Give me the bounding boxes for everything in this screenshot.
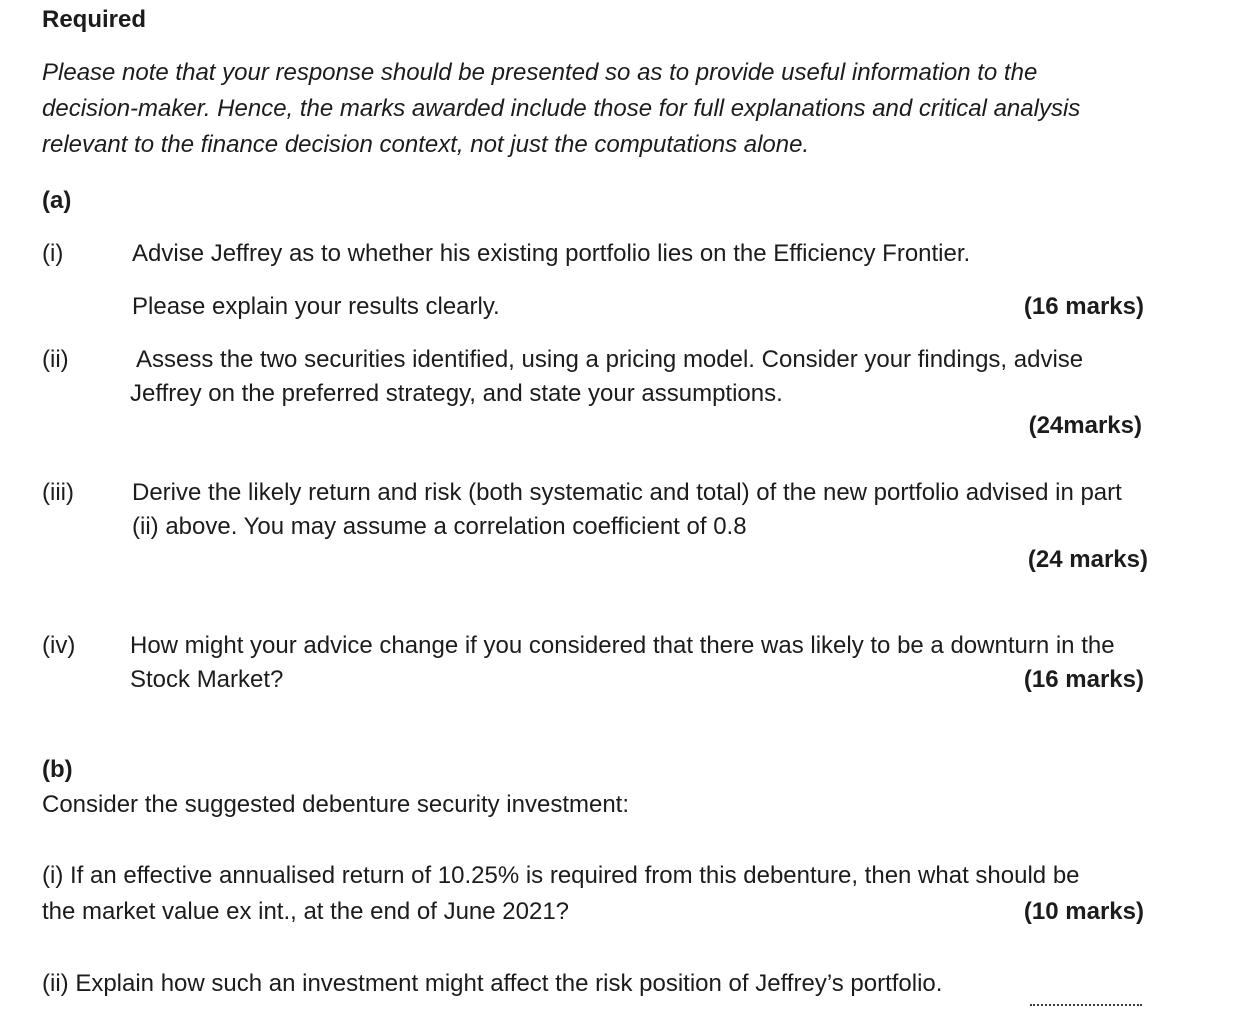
section-b-label: (b) xyxy=(42,756,73,783)
question-number: (i) xyxy=(42,240,64,267)
question-text: (ii) above. You may assume a correlation coefficient of 0.8 xyxy=(132,513,747,540)
question-text: the market value ex int., at the end of June 2021? xyxy=(42,898,570,925)
question-number: (ii) xyxy=(42,346,69,373)
question-text: (i) If an effective annualised return of 10.25% is required from this debenture, then what should be xyxy=(42,862,1080,889)
section-b-intro: Consider the suggested debenture security investment: xyxy=(42,791,630,818)
marks-label: (24marks) xyxy=(1028,412,1142,439)
section-a-label: (a) xyxy=(42,187,72,214)
note-line: decision-maker. Hence, the marks awarded include those for full explanations and critical analysis xyxy=(42,95,1081,122)
marks-label: (10 marks) xyxy=(1023,898,1144,925)
question-number: (iii) xyxy=(42,479,74,506)
question-number: (iv) xyxy=(42,632,76,659)
question-text: Stock Market? xyxy=(130,666,284,693)
marks-label: (16 marks) xyxy=(1023,666,1144,693)
note-line: relevant to the finance decision context, not just the computations alone. xyxy=(42,131,810,158)
marks-label: (24 marks) xyxy=(1027,546,1148,573)
question-text: Assess the two securities identified, using a pricing model. Consider your findings, advise xyxy=(136,346,1084,373)
question-text: How might your advice change if you considered that there was likely to be a downturn in the xyxy=(130,632,1115,659)
question-text: (ii) Explain how such an investment might affect the risk position of Jeffrey’s portfolio. xyxy=(42,970,943,997)
cropped-marks-fragment xyxy=(1030,1004,1142,1016)
question-text: Jeffrey on the preferred strategy, and state your assumptions. xyxy=(130,380,783,407)
marks-label: (16 marks) xyxy=(1023,293,1144,320)
note-line: Please note that your response should be presented so as to provide useful information to the xyxy=(42,59,1038,86)
question-text: Please explain your results clearly. xyxy=(132,293,500,320)
required-heading: Required xyxy=(42,6,147,33)
question-text: Advise Jeffrey as to whether his existing portfolio lies on the Efficiency Frontier. xyxy=(132,240,971,267)
question-text: Derive the likely return and risk (both systematic and total) of the new portfolio advised in part xyxy=(132,479,1122,506)
